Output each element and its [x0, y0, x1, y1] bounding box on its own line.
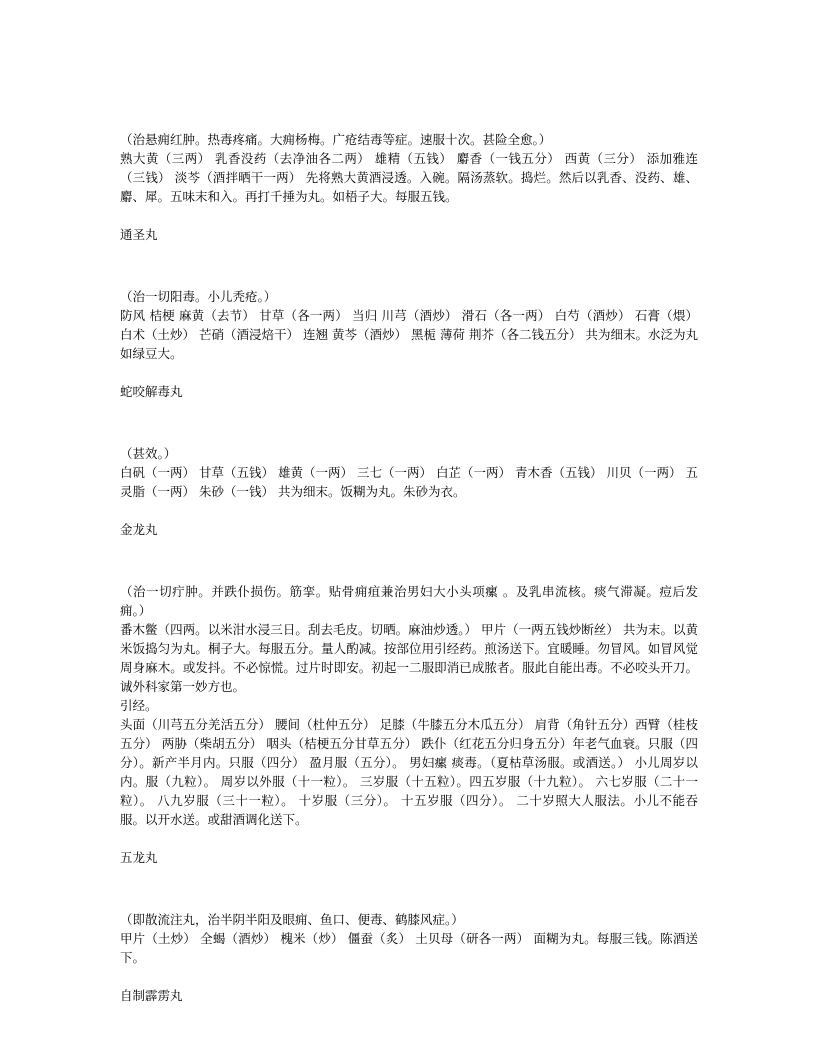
section-zizhi-pili-wan: [120, 986, 698, 1005]
section-heading: 五龙丸: [120, 850, 158, 865]
paragraph: 白矾（一两） 甘草（五钱） 雄黄（一两） 三七（一两） 白芷（一两） 青木香（五钱） 川贝（一两） 五灵脂（一两） 朱砂（一钱） 共为细末。饭糊为丸。朱砂为衣。: [120, 465, 698, 499]
paragraph: （治一切疔肿。并跌仆损伤。筋挛。贴骨痈疽兼治男妇大小头项瘰 。及乳串流核。痰气滞凝。痘后发痈。）: [120, 584, 698, 618]
paragraph: （治悬痈红肿。热毒疼痛。大痈杨梅。广疮结毒等症。速服十次。甚险全愈。）: [120, 132, 552, 147]
section-jinlong-wan: [120, 520, 698, 829]
section-heading: 自制霹雳丸: [120, 988, 183, 1003]
section-heading: 金龙丸: [120, 522, 158, 537]
paragraph: 熟大黄（三两） 乳香没药（去净油各二两） 雄精（五钱） 麝香（一钱五分） 西黄（三分） 添加雅连（三钱） 淡芩（酒拌晒干一两） 先将熟大黄酒浸透。入碗。隔汤蒸软。捣烂。然后以乳香、没药、雄、麝、犀。五味末和入。再打千捶为丸。如梧子大。每服五钱。: [120, 151, 698, 204]
section-sheyao-jiedu-wan: [120, 382, 698, 501]
paragraph: （治一切阳毒。小儿秃疮。）: [120, 289, 277, 304]
section-wulong-wan: [120, 848, 698, 967]
paragraph: 引经。: [120, 698, 158, 713]
document-page: [120, 130, 698, 1005]
paragraph: （即散流注丸，治半阴半阳及眼痈、鱼口、便毒、鹤膝风症。）: [120, 912, 464, 927]
paragraph: 甲片（土炒） 全蝎（酒炒） 槐米（炒） 僵蚕（炙） 土贝母（研各一两） 面糊为丸。每服三钱。陈酒送下。: [120, 931, 698, 965]
paragraph: 防风 桔梗 麻黄（去节） 甘草（各一两） 当归 川芎（酒炒） 滑石（各一两） 白芍（酒炒） 石膏（煨）白术（土炒） 芒硝（酒浸焙干） 连翘 黄芩（酒炒） 黑栀 薄荷 荆芥（各二钱五分） 共为细末。水泛为丸如绿豆大。: [120, 308, 698, 361]
paragraph: （甚效。）: [120, 446, 177, 461]
section-heading: 通圣丸: [120, 227, 158, 242]
paragraph: 头面（川芎五分羌活五分） 腰间（杜仲五分） 足膝（牛膝五分木瓜五分） 肩背（角针五分）西臂（桂枝五分） 两胁（柴胡五分） 咽头（桔梗五分甘草五分） 跌仆（红花五分归身五分）年老气血衰。只服（四分）。新产半月内。只服（四分） 盈月服（五分）。 男妇瘰 痰毒。（夏枯草汤服。或酒送。） 小儿周岁以内。服（九粒）。 周岁以外服（十一粒）。 三岁服（十五粒）。四五岁服（十九粒）。 六七岁服（二十一粒）。 八九岁服（三十一粒）。 十岁服（三分）。 十五岁服（四分）。 二十岁照大人服法。小儿不能吞服。以开水送。或甜酒调化送下。: [120, 717, 698, 827]
paragraph: 番木鳖（四两。以米泔水浸三日。刮去毛皮。切晒。麻油炒透。） 甲片（一两五钱炒断丝） 共为末。以黄米饭捣匀为丸。桐子大。每服五分。量人酌减。按部位用引经药。煎汤送下。宜暖睡。勿冒风。如冒风觉周身麻木。或发抖。不必惊慌。过片时即安。初起一二服即消已成脓者。服此自能出毒。不必咬头开刀。诚外科家第一妙方也。: [120, 622, 698, 694]
section-heading: 蛇咬解毒丸: [120, 384, 183, 399]
section-tongsheng-wan: [120, 225, 698, 363]
section-recipe-continuation: [120, 130, 698, 206]
